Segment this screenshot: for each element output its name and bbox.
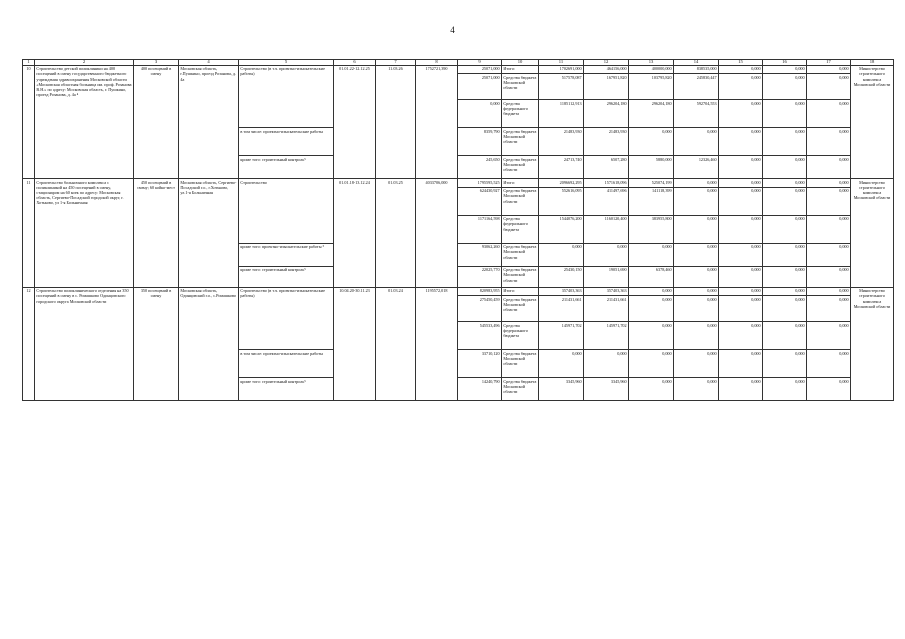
amount-cell: 0,000 [629,287,674,296]
work-type: в том числе: проектно-изыскательские работы [239,128,334,156]
capacity: 400 посещений в смену [134,65,179,179]
amount-cell: 0,000 [719,74,763,100]
financed-amount: 0,000 [458,100,502,128]
column-number: 1 [23,60,35,66]
amount-cell: 19051,690 [584,266,629,287]
amount-cell: 0,000 [763,156,807,179]
total-cost: 4033706,000 [416,179,458,288]
amount-cell: 0,000 [629,243,674,266]
column-number: 2 [35,60,134,66]
object-name: Строительство детской поликлиники на 400 посещений в смену государственного бюджетного учреждения здравоохранения Московской области «Московская областная больница им. проф. Розанова В.Н.» по адресу: Московская область, г. Пушкино, проезд Розанова, д. 4а ⁴ [35,65,134,179]
amount-cell: 0,000 [674,296,719,322]
amount-cell: 0,000 [719,156,763,179]
amount-cell: 0,000 [674,287,719,296]
amount-cell: 0,000 [719,179,763,188]
amount-cell: 592704,553 [674,100,719,128]
completion-date: 01.03.24 [376,287,416,401]
amount-cell: 0,000 [719,215,763,243]
amount-cell: 0,000 [763,128,807,156]
amount-cell: 0,000 [763,65,807,74]
amount-cell: 0,000 [674,215,719,243]
funding-source: Средства федерального бюджета [502,100,539,128]
amount-cell: 0,000 [719,322,763,350]
amount-cell: 1544076,200 [539,215,584,243]
amount-cell: 103795,820 [629,74,674,100]
column-number: 5 [239,60,334,66]
work-type: Строительство [239,179,334,244]
column-number: 4 [179,60,239,66]
amount-cell: 21483,930 [584,128,629,156]
amount-cell: 464156,000 [584,65,629,74]
address: Московская область, г.Пушкино, проезд Розанова, д. 4а [179,65,239,179]
amount-cell: 0,000 [674,179,719,188]
amount-cell: 838535,000 [674,65,719,74]
amount-cell: 0,000 [807,74,851,100]
amount-cell: 0,000 [807,266,851,287]
amount-cell: 1571618,096 [584,179,629,188]
funding-source: Средства бюджета Московской области [502,243,539,266]
amount-cell: 525074,199 [629,179,674,188]
amount-cell: 517578,087 [539,74,584,100]
amount-cell: 0,000 [807,179,851,188]
amount-cell: 383955,800 [629,215,674,243]
amount-cell: 1702691,000 [539,65,584,74]
column-number: 18 [851,60,894,66]
construction-period: 01.01.22-12.12.25 [334,65,376,179]
amount-cell: 145971,702 [584,322,629,350]
amount-cell: 0,000 [719,378,763,401]
amount-cell: 0,000 [807,187,851,215]
amount-cell: 0,000 [807,378,851,401]
amount-cell: 0,000 [674,322,719,350]
amount-cell: 0,000 [719,243,763,266]
amount-cell: 0,000 [763,296,807,322]
financed-amount: 14240,790 [458,378,502,401]
amount-cell: 211431,661 [584,296,629,322]
construction-period: 10.04.20-30.11.23 [334,287,376,401]
amount-cell: 0,000 [674,266,719,287]
page-number: 4 [450,25,455,35]
column-number: 8 [416,60,458,66]
amount-cell: 0,000 [719,100,763,128]
amount-cell: 12326,460 [674,156,719,179]
amount-cell: 1185112,913 [539,100,584,128]
amount-cell: 3345,960 [539,378,584,401]
amount-cell: 211431,661 [539,296,584,322]
column-number: 10 [502,60,539,66]
amount-cell: 3345,960 [584,378,629,401]
construction-period: 01.01.18-13.12.24 [334,179,376,288]
work-type: Строительство (в т.ч. проектно-изыскательские работы) [239,65,334,128]
amount-cell: 0,000 [807,128,851,156]
amount-cell: 0,000 [674,128,719,156]
amount-cell: 0,000 [763,266,807,287]
table-row [23,287,894,296]
funding-source: Средства бюджета Московской области [502,74,539,100]
amount-cell: 0,000 [763,243,807,266]
amount-cell: 0,000 [763,179,807,188]
amount-cell: 357403,363 [539,287,584,296]
column-number: 15 [719,60,763,66]
amount-cell: 0,000 [629,350,674,378]
financed-amount: 545533,496 [458,322,502,350]
completion-date: 01.03.25 [376,179,416,288]
funding-source: Средства бюджета Московской области [502,266,539,287]
total-cost: 1752721,390 [416,65,458,179]
amount-cell: 0,000 [539,350,584,378]
column-number: 16 [763,60,807,66]
amount-cell: 0,000 [719,187,763,215]
amount-cell: 0,000 [807,322,851,350]
financed-amount: 1795595,525 [458,179,502,188]
column-number: 7 [376,60,416,66]
table-row [23,65,894,74]
financed-amount: 1171164,598 [458,215,502,243]
amount-cell: 145971,702 [539,322,584,350]
amount-cell: 0,000 [629,296,674,322]
column-number: 9 [458,60,502,66]
capacity: 350 посещений в смену [134,287,179,401]
amount-cell: 0,000 [674,350,719,378]
amount-cell: 0,000 [763,100,807,128]
amount-cell: 0,000 [763,187,807,215]
amount-cell: 0,000 [807,156,851,179]
amount-cell: 0,000 [763,378,807,401]
financed-amount: 275450,459 [458,296,502,322]
object-name: Строительство больничного комплекса с поликлиникой на 450 посещений в смену, стационаром на 60 коек по адресу: Московская область, Сергиево-Посадский городской округ, г. Хотьково, ул 1-я Больничная [35,179,134,288]
amount-cell: 0,000 [763,215,807,243]
address: Московская область, Одинцовский г.о., с.Ромашково [179,287,239,401]
amount-cell: 25430,150 [539,266,584,287]
amount-cell: 0,000 [719,296,763,322]
amount-cell: 1160120,400 [584,215,629,243]
amount-cell: 0,000 [719,65,763,74]
amount-cell: 552616,095 [539,187,584,215]
work-type: в том числе: проектно-изыскательские работы [239,350,334,378]
funding-source: Средства бюджета Московской области [502,296,539,322]
work-type: кроме того: строительный контроль⁵ [239,266,334,287]
amount-cell: 0,000 [807,65,851,74]
financed-amount: 245,650 [458,156,502,179]
amount-cell: 0,000 [674,187,719,215]
amount-cell: 0,000 [629,322,674,350]
amount-cell: 21483,930 [539,128,584,156]
amount-cell: 0,000 [629,128,674,156]
column-number: 14 [674,60,719,66]
amount-cell: 0,000 [719,266,763,287]
amount-cell: 0,000 [807,350,851,378]
work-type: Строительство (в т.ч. проектно-изыскательские работы) [239,287,334,350]
amount-cell: 0,000 [629,378,674,401]
investment-table [22,59,894,401]
amount-cell: 0,000 [539,243,584,266]
amount-cell: 0,000 [584,243,629,266]
amount-cell: 0,000 [763,322,807,350]
financed-amount: 624430,927 [458,187,502,215]
total-cost: 1195572,018 [416,287,458,401]
financed-amount: 25071,000 [458,65,502,74]
amount-cell: 6507,280 [584,156,629,179]
work-type: кроме того: проектно-изыскательские работы ⁵ [239,243,334,266]
amount-cell: 0,000 [674,243,719,266]
funding-source: Средства бюджета Московской области [502,156,539,179]
financed-amount: 8359,790 [458,128,502,156]
amount-cell: 0,000 [584,350,629,378]
amount-cell: 296204,180 [629,100,674,128]
amount-cell: 2096692,295 [539,179,584,188]
amount-cell: 0,000 [719,287,763,296]
amount-cell: 296204,180 [584,100,629,128]
completion-date: 11.03.26 [376,65,416,179]
amount-cell: 400000,000 [629,65,674,74]
financed-amount: 25071,000 [458,74,502,100]
financed-amount: 22025,770 [458,266,502,287]
funding-source: Средства федерального бюджета [502,215,539,243]
column-number: 6 [334,60,376,66]
object-name: Строительство поликлинического отделения на 350 посещений в смену в с. Ромашково Одинцовского городского округа Московской области [35,287,134,401]
work-type: кроме того: строительный контроль⁵ [239,378,334,401]
responsible-body: Министерство строительного комплекса Московской области [851,65,894,179]
row-number: 12 [23,287,35,401]
amount-cell: 0,000 [763,74,807,100]
amount-cell: 245830,447 [674,74,719,100]
funding-source: Средства бюджета Московской области [502,187,539,215]
funding-source: Итого: [502,287,539,296]
amount-cell: 141118,399 [629,187,674,215]
column-number: 17 [807,60,851,66]
amount-cell: 0,000 [807,287,851,296]
amount-cell: 5880,000 [629,156,674,179]
amount-cell: 0,000 [719,350,763,378]
financed-amount: 820983,955 [458,287,502,296]
responsible-body: Министерство строительного комплекса Московской области [851,179,894,288]
funding-source: Средства бюджета Московской области [502,378,539,401]
amount-cell: 6378,460 [629,266,674,287]
table-row [23,179,894,188]
capacity: 450 посещений в смену; 60 койко-мест [134,179,179,288]
row-number: 11 [23,179,35,288]
column-number: 12 [584,60,629,66]
amount-cell: 0,000 [807,100,851,128]
amount-cell: 0,000 [807,243,851,266]
funding-source: Средства бюджета Московской области [502,350,539,378]
funding-source: Итого: [502,179,539,188]
address: Московская область, Сергиево-Посадский г.о., г.Хотьково, ул.1-я Больничная [179,179,239,288]
row-number: 10 [23,65,35,179]
amount-cell: 411497,696 [584,187,629,215]
amount-cell: 0,000 [763,350,807,378]
funding-source: Средства бюджета Московской области [502,128,539,156]
amount-cell: 167951,820 [584,74,629,100]
amount-cell: 357403,363 [584,287,629,296]
funding-source: Итого: [502,65,539,74]
amount-cell: 0,000 [807,296,851,322]
column-number: 3 [134,60,179,66]
responsible-body: Министерство строительного комплекса Московской области [851,287,894,401]
column-number: 11 [539,60,584,66]
amount-cell: 0,000 [807,215,851,243]
financed-amount: 93062,260 [458,243,502,266]
funding-source: Средства федерального бюджета [502,322,539,350]
column-number: 13 [629,60,674,66]
amount-cell: 0,000 [719,128,763,156]
amount-cell: 0,000 [763,287,807,296]
financed-amount: 33710,120 [458,350,502,378]
amount-cell: 24713,740 [539,156,584,179]
work-type: кроме того: строительный контроль⁵ [239,156,334,179]
amount-cell: 0,000 [674,378,719,401]
